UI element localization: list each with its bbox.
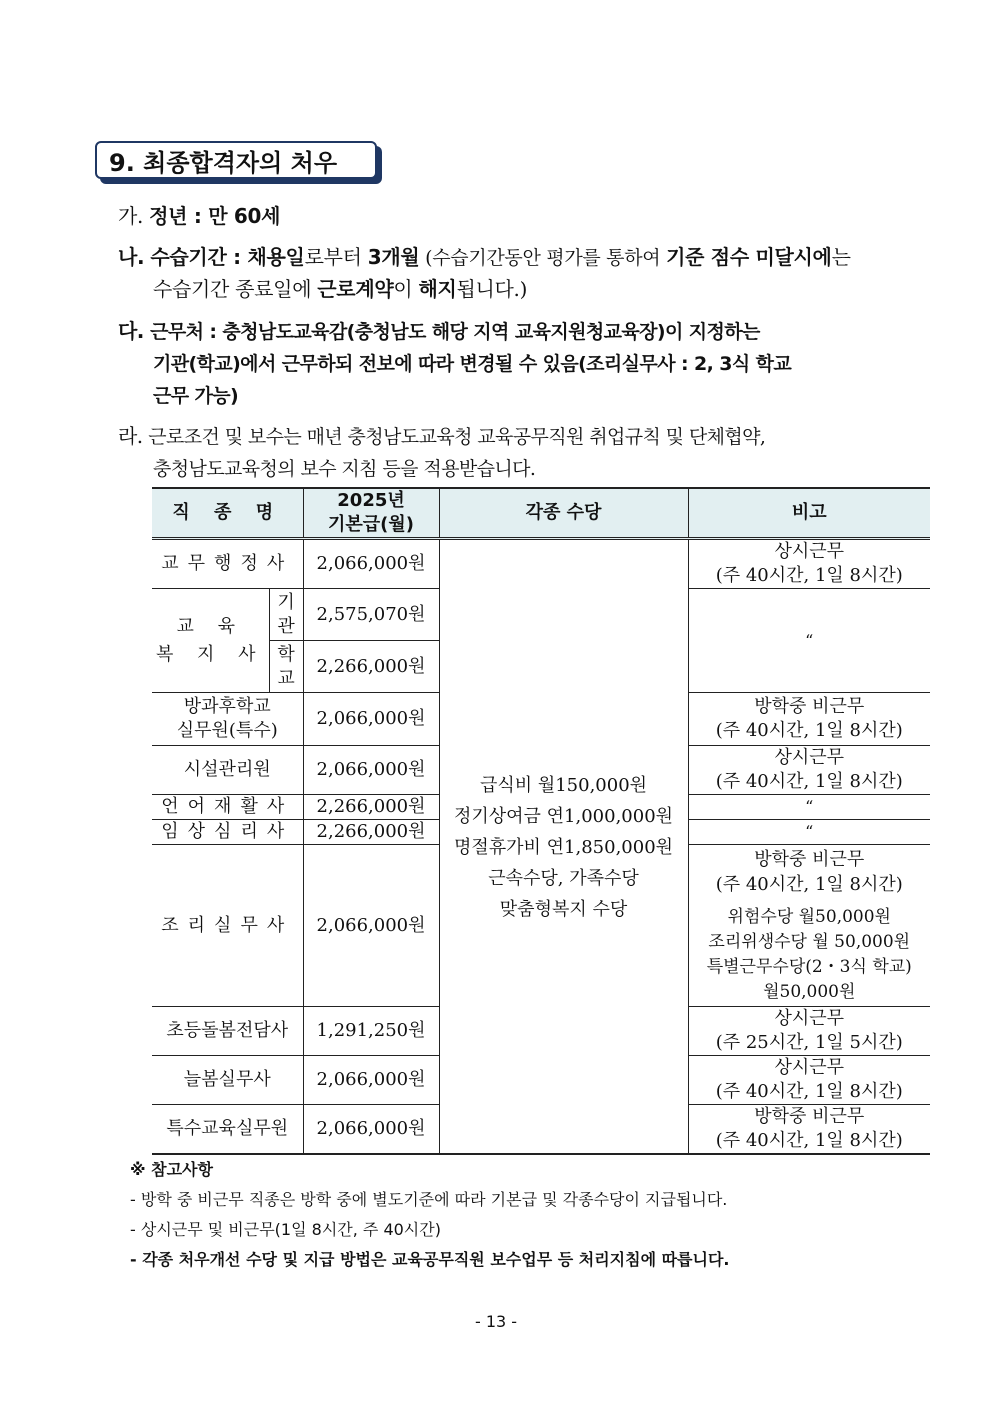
job-name: 교무행정사 bbox=[161, 553, 294, 574]
note-line: 방학중 비근무 bbox=[754, 696, 865, 717]
section-heading bbox=[95, 141, 377, 179]
salary-cell: 2,066,000원 bbox=[303, 845, 439, 1007]
header-allowance-label: 각종 수당 bbox=[525, 502, 602, 523]
note-line: (주 40시간, 1일 8시간) bbox=[715, 1081, 903, 1102]
note-item: - 방학 중 비근무 직종은 방학 중에 별도기준에 따라 기본급 및 각종수당이 지급됩니다. bbox=[130, 1190, 728, 1209]
item-na-text: 는 bbox=[831, 245, 851, 269]
item-na-text: 근로계약 bbox=[317, 277, 394, 301]
header-note-label: 비고 bbox=[791, 502, 827, 523]
job-cell bbox=[152, 589, 269, 693]
note-line: 상시근무 bbox=[774, 747, 845, 768]
item-da-line3: 근무 가능) bbox=[153, 385, 239, 407]
salary-table bbox=[152, 487, 930, 1155]
job-cell bbox=[152, 820, 303, 845]
job-name: 실무원(특수) bbox=[176, 720, 278, 741]
note-cell: “ bbox=[688, 795, 930, 820]
note-line: (주 40시간, 1일 8시간) bbox=[715, 720, 903, 741]
item-ra-marker: 라. bbox=[118, 424, 143, 448]
job-cell: 늘봄실무사 bbox=[152, 1056, 303, 1105]
item-na-text: 로부터 bbox=[304, 245, 368, 269]
job-name: 교 육 bbox=[176, 615, 244, 637]
item-da bbox=[118, 315, 903, 411]
item-na-text: 이 bbox=[393, 277, 419, 301]
job-sub: 기 bbox=[277, 591, 295, 613]
item-ga bbox=[118, 200, 903, 232]
item-da-line2: 기관(학교)에서 근무하되 전보에 따라 변경될 수 있음(조리실무사 : 2, 3식 학교 bbox=[153, 353, 792, 375]
salary-cell: 2,266,000원 bbox=[303, 795, 439, 820]
note-line: 위험수당 월50,000원 bbox=[727, 906, 891, 927]
salary-cell: 1,291,250원 bbox=[303, 1007, 439, 1056]
job-cell: 초등돌봄전담사 bbox=[152, 1007, 303, 1056]
table-row bbox=[152, 539, 930, 589]
job-name: 방과후학교 bbox=[183, 696, 271, 717]
job-cell bbox=[152, 539, 303, 589]
item-da-line1: 근무처 : 충청남도교육감(충청남도 해당 지역 교육지원청교육장)이 지정하는 bbox=[150, 321, 760, 343]
note-line: (주 40시간, 1일 8시간) bbox=[715, 1130, 903, 1151]
note-line: 월50,000원 bbox=[763, 981, 856, 1002]
item-na-marker: 나. bbox=[118, 245, 145, 269]
allowance-item: 급식비 월150,000원 bbox=[479, 775, 648, 796]
item-ga-text: 정년 : 만 60세 bbox=[149, 204, 281, 228]
table-header-row bbox=[152, 488, 930, 539]
job-sub: 관 bbox=[277, 615, 295, 637]
salary-cell: 2,066,000원 bbox=[303, 1105, 439, 1155]
note-line: 특별근무수당(2・3식 학교) bbox=[706, 956, 912, 977]
allowance-item: 근속수당, 가족수당 bbox=[488, 868, 639, 889]
salary-cell: 2,066,000원 bbox=[303, 693, 439, 746]
allowance-item: 명절휴가비 연1,850,000원 bbox=[453, 837, 674, 858]
header-job-label: 직 종 명 bbox=[172, 502, 283, 523]
job-name: 언어재활사 bbox=[161, 796, 294, 817]
note-cell bbox=[688, 1056, 930, 1105]
note-line: (주 40시간, 1일 8시간) bbox=[715, 771, 903, 792]
header-salary bbox=[303, 488, 439, 539]
item-na-text: 기준 점수 미달시에 bbox=[666, 245, 832, 269]
note-line: 상시근무 bbox=[774, 1008, 845, 1029]
item-na-text: (수습기간동안 평가를 통하여 bbox=[419, 247, 667, 269]
salary-cell: 2,575,070원 bbox=[303, 589, 439, 641]
notes-title: ※ 참고사항 bbox=[130, 1160, 213, 1179]
salary-cell: 2,066,000원 bbox=[303, 1056, 439, 1105]
note-line: (주 25시간, 1일 5시간) bbox=[715, 1032, 903, 1053]
section-title: 9. 최종합격자의 처우 bbox=[109, 148, 337, 177]
job-name: 임상심리사 bbox=[161, 821, 294, 842]
note-cell bbox=[688, 693, 930, 746]
salary-cell: 2,266,000원 bbox=[303, 820, 439, 845]
note-line: 방학중 비근무 bbox=[754, 848, 865, 870]
allowance-item: 맞춤형복지 수당 bbox=[499, 899, 628, 920]
allowance-item: 정기상여금 연1,000,000원 bbox=[453, 806, 674, 827]
note-line: (주 40시간, 1일 8시간) bbox=[715, 565, 903, 586]
item-na-text: 수습기간 bbox=[150, 245, 227, 269]
header-salary-year: 2025년 bbox=[337, 490, 405, 511]
item-na-text: 해지 bbox=[418, 277, 457, 301]
header-note bbox=[688, 488, 930, 539]
item-ra bbox=[118, 420, 903, 484]
job-cell bbox=[152, 845, 303, 1007]
salary-cell: 2,066,000원 bbox=[303, 539, 439, 589]
note-cell bbox=[688, 746, 930, 795]
header-job bbox=[152, 488, 303, 539]
page-number: - 13 - bbox=[474, 1312, 518, 1331]
job-sub-cell bbox=[269, 641, 303, 693]
item-na-text: 채용일 bbox=[247, 245, 305, 269]
job-cell bbox=[152, 795, 303, 820]
item-na-text: 3개월 bbox=[367, 245, 420, 269]
header-allowance bbox=[439, 488, 688, 539]
job-name: 조리실무사 bbox=[161, 914, 294, 936]
note-line: (주 40시간, 1일 8시간) bbox=[715, 873, 903, 895]
note-cell: “ bbox=[688, 589, 930, 693]
note-line: 조리위생수당 월 50,000원 bbox=[708, 931, 911, 952]
note-cell bbox=[688, 845, 930, 1007]
item-ga-marker: 가. bbox=[118, 204, 144, 228]
job-cell bbox=[152, 693, 303, 746]
item-na bbox=[118, 241, 903, 305]
note-line: 방학중 비근무 bbox=[754, 1106, 865, 1127]
note-item: - 각종 처우개선 수당 및 지급 방법은 교육공무직원 보수업무 등 처리지침에 따릅니다. bbox=[130, 1250, 730, 1269]
note-cell: “ bbox=[688, 820, 930, 845]
item-na-text: : bbox=[226, 245, 248, 269]
note-cell bbox=[688, 1007, 930, 1056]
job-sub: 교 bbox=[277, 667, 295, 689]
note-line: 상시근무 bbox=[774, 541, 845, 562]
job-sub-cell bbox=[269, 589, 303, 641]
reference-notes bbox=[130, 1155, 910, 1275]
salary-cell: 2,266,000원 bbox=[303, 641, 439, 693]
item-na-text: 수습기간 종료일에 bbox=[153, 277, 318, 301]
note-cell bbox=[688, 1105, 930, 1155]
item-ra-line1: 근로조건 및 보수는 매년 충청남도교육청 교육공무직원 취업규칙 및 단체협약, bbox=[148, 426, 766, 448]
note-cell bbox=[688, 539, 930, 589]
job-cell: 시설관리원 bbox=[152, 746, 303, 795]
item-da-marker: 다. bbox=[118, 319, 144, 343]
note-line: 상시근무 bbox=[774, 1057, 845, 1078]
item-na-text: 됩니다.) bbox=[456, 277, 528, 301]
header-salary-label: 기본급(월) bbox=[328, 514, 415, 535]
item-ra-line2: 충청남도교육청의 보수 지침 등을 적용받습니다. bbox=[153, 458, 536, 480]
job-sub: 학 bbox=[277, 643, 295, 665]
allowance-cell bbox=[439, 539, 688, 1155]
job-cell: 특수교육실무원 bbox=[152, 1105, 303, 1155]
salary-cell: 2,066,000원 bbox=[303, 746, 439, 795]
note-item: - 상시근무 및 비근무(1일 8시간, 주 40시간) bbox=[130, 1220, 441, 1239]
job-name: 복 지 사 bbox=[155, 643, 265, 665]
